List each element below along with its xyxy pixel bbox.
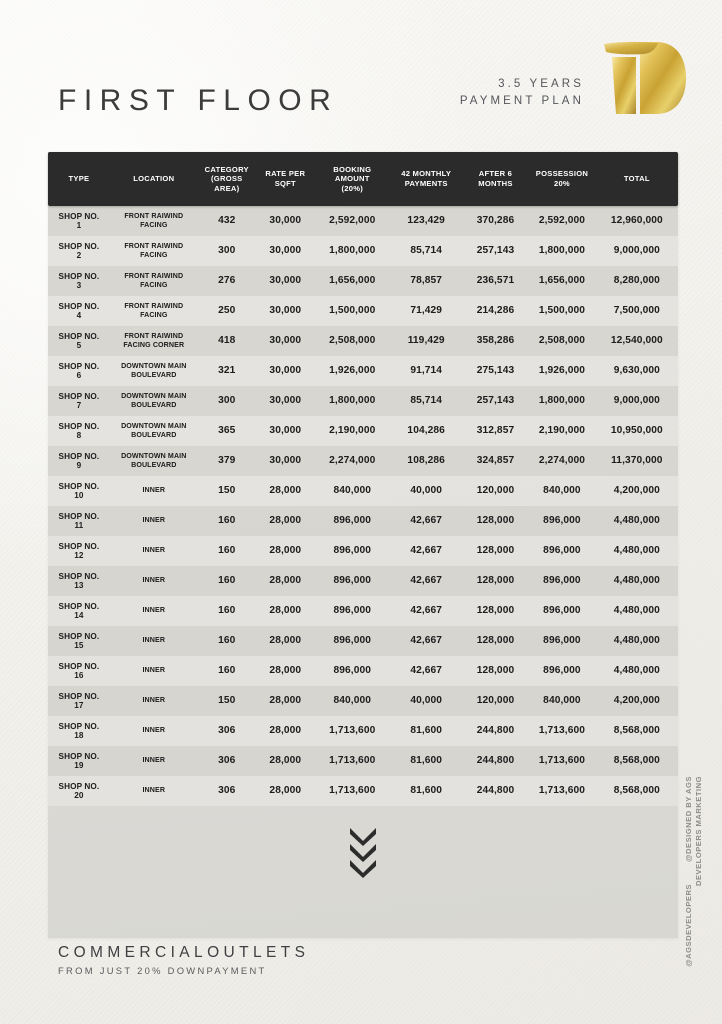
cell-booking: 2,508,000 [329, 335, 376, 347]
cell-total: 12,540,000 [610, 335, 663, 347]
cell-monthly: 42,667 [410, 635, 443, 647]
cell-rate: 28,000 [269, 695, 302, 707]
cell-type-line1: SHOP NO. [58, 751, 100, 761]
cell-booking: 896,000 [333, 665, 372, 677]
cell-type-line2: 8 [76, 431, 82, 440]
cell-after6: 128,000 [476, 575, 515, 587]
cell-booking: 896,000 [333, 545, 372, 557]
cell-possession: 896,000 [543, 575, 581, 587]
cell-possession: 896,000 [543, 515, 581, 527]
table-row[interactable] [48, 626, 678, 656]
cell-rate: 28,000 [269, 545, 302, 557]
cell-type-line2: 2 [76, 251, 82, 260]
cell-rate: 28,000 [269, 725, 302, 737]
cell-category: 160 [218, 635, 236, 647]
cell-rate: 30,000 [269, 365, 302, 377]
cell-location: INNER [142, 546, 166, 555]
cell-total: 10,950,000 [610, 425, 663, 437]
cell-monthly: 91,714 [410, 365, 443, 377]
cell-monthly: 108,286 [407, 455, 445, 467]
cell-type [48, 722, 110, 741]
cell-type-line2: 17 [74, 701, 84, 710]
cell-type-line1: SHOP NO. [58, 451, 100, 461]
cell-rate: 30,000 [269, 215, 302, 227]
cell-after6: 275,143 [476, 365, 515, 377]
cell-type-line2: 4 [76, 311, 82, 320]
cell-type [48, 272, 110, 291]
cell-possession: 1,713,600 [538, 725, 586, 737]
column-header-8 [596, 174, 678, 184]
cell-rate: 28,000 [269, 485, 302, 497]
cell-booking: 840,000 [333, 695, 372, 707]
cell-after6: 370,286 [476, 215, 515, 227]
cell-monthly: 40,000 [410, 695, 443, 707]
cell-type-line1: SHOP NO. [58, 571, 100, 581]
cell-category: 306 [218, 725, 236, 737]
poster-header [0, 0, 722, 150]
cell-monthly: 85,714 [410, 245, 443, 257]
column-header-line: AREA) [214, 183, 240, 193]
cell-possession: 2,190,000 [538, 425, 586, 437]
cell-type-line2: 6 [76, 371, 82, 380]
column-header-line: (GROSS [211, 174, 243, 184]
cell-type [48, 332, 110, 351]
cell-location: INNER [142, 756, 166, 765]
cell-booking: 1,713,600 [329, 785, 376, 797]
cell-category: 160 [218, 665, 236, 677]
cell-type-line2: 7 [76, 401, 82, 410]
cell-type-line1: SHOP NO. [58, 781, 100, 791]
cell-location: INNER [142, 696, 166, 705]
cell-category: 300 [218, 245, 236, 257]
cell-booking: 1,713,600 [329, 755, 376, 767]
payment-plan-label [420, 76, 584, 110]
cell-possession: 1,656,000 [538, 275, 586, 287]
cell-monthly: 71,429 [410, 305, 443, 317]
cell-category: 160 [218, 545, 236, 557]
table-row[interactable] [48, 656, 678, 686]
cell-type-line1: SHOP NO. [58, 691, 100, 701]
cell-possession: 1,713,600 [538, 785, 586, 797]
column-header-line: BOOKING [333, 164, 372, 174]
cell-after6: 236,571 [476, 275, 515, 287]
cell-possession: 1,800,000 [538, 395, 586, 407]
cell-category: 306 [218, 785, 236, 797]
cell-rate: 28,000 [269, 605, 302, 617]
cell-monthly: 81,600 [410, 755, 443, 767]
cell-rate: 28,000 [269, 785, 302, 797]
cell-total: 8,280,000 [613, 275, 660, 287]
cell-after6: 324,857 [476, 455, 515, 467]
plan-years: 3.5 YEARS [498, 78, 584, 90]
cell-category: 418 [218, 335, 236, 347]
cell-type-line1: SHOP NO. [58, 631, 100, 641]
cell-location: INNER [142, 576, 166, 585]
cell-booking: 2,274,000 [329, 455, 376, 467]
column-header-line: POSSESSION [535, 169, 589, 179]
cell-rate: 30,000 [269, 335, 302, 347]
cell-type-line2: 12 [74, 551, 84, 560]
cell-monthly: 81,600 [410, 725, 443, 737]
cell-type-line2: 9 [76, 461, 82, 470]
cell-type-line1: SHOP NO. [58, 601, 100, 611]
cell-type-line2: 18 [74, 731, 84, 740]
cell-type-line2: 5 [76, 341, 82, 350]
cell-booking: 896,000 [333, 575, 372, 587]
cell-type [48, 782, 110, 801]
cell-type [48, 362, 110, 381]
cell-total: 9,630,000 [613, 365, 660, 377]
cell-type-line1: SHOP NO. [58, 721, 100, 731]
cell-total: 4,480,000 [613, 635, 660, 647]
cell-type-line2: 14 [74, 611, 84, 620]
cell-possession: 1,926,000 [538, 365, 586, 377]
cell-after6: 128,000 [476, 665, 515, 677]
cell-type-line2: 3 [76, 281, 82, 290]
cell-total: 11,370,000 [611, 455, 663, 467]
cell-location: INNER [142, 606, 166, 615]
cell-monthly: 104,286 [407, 425, 445, 437]
cell-type [48, 392, 110, 411]
cell-category: 276 [218, 275, 236, 287]
table-row[interactable] [48, 356, 678, 386]
cell-location: DOWNTOWN MAIN BOULEVARD [121, 451, 187, 469]
cell-booking: 1,713,600 [329, 725, 376, 737]
cell-location: INNER [142, 786, 166, 795]
cell-category: 379 [218, 455, 236, 467]
cell-possession: 2,508,000 [538, 335, 586, 347]
column-header-line: TYPE [68, 174, 90, 184]
column-header-3 [256, 169, 315, 188]
column-header-line: PAYMENTS [404, 179, 448, 188]
cell-possession: 2,592,000 [538, 215, 586, 227]
cell-rate: 30,000 [269, 305, 302, 317]
cell-booking: 1,800,000 [329, 395, 376, 407]
column-header-line: TOTAL [623, 174, 650, 184]
column-header-5 [390, 169, 463, 188]
table-row[interactable] [48, 416, 678, 446]
plan-caption: PAYMENT PLAN [459, 95, 584, 107]
cell-category: 150 [218, 485, 236, 497]
cell-category: 250 [218, 305, 236, 317]
cell-total: 8,568,000 [613, 725, 660, 737]
cell-possession: 896,000 [543, 605, 581, 617]
chevron-down-icon[interactable] [348, 858, 378, 878]
cell-booking: 2,592,000 [329, 215, 376, 227]
cell-type [48, 242, 110, 261]
table-row[interactable] [48, 326, 678, 356]
cell-rate: 30,000 [269, 455, 302, 467]
gold-d-logo [596, 28, 692, 124]
cell-rate: 30,000 [269, 245, 302, 257]
cell-type [48, 692, 110, 711]
cell-location: INNER [142, 516, 166, 525]
cell-after6: 312,857 [476, 425, 515, 437]
cell-after6: 128,000 [476, 545, 515, 557]
column-header-line: AMOUNT [334, 174, 370, 184]
table-row[interactable] [48, 446, 678, 476]
cell-location: FRONT RAIWIND FACING [124, 211, 184, 229]
cell-total: 4,480,000 [613, 665, 660, 677]
cell-booking: 1,926,000 [329, 365, 376, 377]
cell-total: 4,200,000 [613, 695, 660, 707]
cell-type [48, 482, 110, 501]
cell-type-line2: 1 [76, 221, 82, 230]
column-header-2 [198, 165, 256, 194]
column-header-line: SQFT [274, 179, 296, 188]
cell-type-line2: 15 [74, 641, 84, 650]
table-row[interactable] [48, 776, 678, 806]
table-row[interactable] [48, 236, 678, 266]
column-header-0 [48, 174, 110, 184]
cell-type-line1: SHOP NO. [58, 241, 100, 251]
cell-location: FRONT RAIWIND FACING [124, 241, 184, 259]
cell-location: FRONT RAIWIND FACING [124, 271, 184, 289]
cell-booking: 896,000 [333, 605, 372, 617]
cell-location: DOWNTOWN MAIN BOULEVARD [121, 391, 187, 409]
cell-after6: 120,000 [476, 485, 515, 497]
column-header-line: CATEGORY [204, 164, 249, 174]
cell-type [48, 422, 110, 441]
cell-monthly: 42,667 [410, 545, 443, 557]
cell-type-line2: 10 [74, 491, 84, 500]
cell-type-line2: 20 [74, 791, 84, 800]
table-body [48, 206, 678, 806]
cell-after6: 128,000 [476, 605, 515, 617]
cell-location: INNER [142, 486, 166, 495]
cell-type-line1: SHOP NO. [58, 361, 100, 371]
cell-type [48, 602, 110, 621]
cell-type [48, 212, 110, 231]
cell-total: 9,000,000 [613, 395, 660, 407]
cell-booking: 1,656,000 [329, 275, 376, 287]
cell-type [48, 452, 110, 471]
cell-possession: 1,713,600 [538, 755, 586, 767]
cell-monthly: 40,000 [410, 485, 443, 497]
cell-rate: 28,000 [269, 635, 302, 647]
table-row[interactable] [48, 476, 678, 506]
cell-after6: 244,800 [476, 755, 515, 767]
cell-total: 7,500,000 [613, 305, 660, 317]
cell-monthly: 42,667 [410, 665, 443, 677]
cell-category: 160 [218, 605, 236, 617]
table-row[interactable] [48, 686, 678, 716]
cell-category: 160 [218, 575, 236, 587]
cell-rate: 30,000 [269, 275, 302, 287]
footer-headline: COMMERCIALOUTLETS [58, 944, 310, 961]
cell-type-line2: 13 [74, 581, 84, 590]
scroll-down-indicator[interactable] [48, 830, 678, 878]
cell-possession: 1,500,000 [538, 305, 586, 317]
column-header-line: RATE PER [265, 169, 306, 179]
table-row[interactable] [48, 296, 678, 326]
cell-location: FRONT RAIWIND FACING CORNER [123, 331, 185, 349]
column-header-line: MONTHS [478, 179, 513, 188]
cell-type-line1: SHOP NO. [58, 391, 100, 401]
cell-location: INNER [142, 636, 166, 645]
cell-total: 8,568,000 [613, 755, 660, 767]
cell-after6: 257,143 [476, 395, 515, 407]
page-title: FIRST FLOOR [58, 84, 339, 117]
cell-after6: 128,000 [476, 635, 515, 647]
cell-booking: 1,800,000 [329, 245, 376, 257]
credit-social-handle: @AGSDEVELOPERS [684, 884, 693, 967]
cell-possession: 896,000 [543, 635, 581, 647]
cell-booking: 2,190,000 [329, 425, 376, 437]
cell-type [48, 302, 110, 321]
cell-type-line1: SHOP NO. [58, 331, 100, 341]
cell-location: DOWNTOWN MAIN BOULEVARD [121, 361, 187, 379]
cell-type-line1: SHOP NO. [58, 271, 100, 281]
cell-category: 432 [218, 215, 236, 227]
cell-rate: 30,000 [269, 425, 302, 437]
cell-type [48, 632, 110, 651]
cell-total: 4,480,000 [613, 605, 660, 617]
cell-type-line1: SHOP NO. [58, 541, 100, 551]
cell-location: INNER [142, 666, 166, 675]
cell-type-line1: SHOP NO. [58, 661, 100, 671]
table-row[interactable] [48, 206, 678, 236]
column-header-line: 20% [553, 179, 570, 188]
cell-type [48, 752, 110, 771]
cell-type-line1: SHOP NO. [58, 481, 100, 491]
cell-possession: 896,000 [543, 665, 581, 677]
table-row[interactable] [48, 266, 678, 296]
cell-monthly: 42,667 [410, 605, 443, 617]
cell-type [48, 542, 110, 561]
cell-possession: 840,000 [543, 695, 581, 707]
payment-plan-table-panel [48, 152, 678, 938]
cell-monthly: 85,714 [410, 395, 443, 407]
cell-type-line1: SHOP NO. [58, 301, 100, 311]
cell-monthly: 42,667 [410, 515, 443, 527]
cell-possession: 1,800,000 [538, 245, 586, 257]
column-header-line: AFTER 6 [478, 169, 513, 179]
cell-booking: 840,000 [333, 485, 372, 497]
table-row[interactable] [48, 596, 678, 626]
cell-category: 300 [218, 395, 236, 407]
column-header-6 [463, 169, 529, 188]
table-row[interactable] [48, 536, 678, 566]
cell-rate: 28,000 [269, 515, 302, 527]
cell-category: 321 [218, 365, 236, 377]
cell-rate: 28,000 [269, 665, 302, 677]
column-header-4 [315, 165, 390, 194]
table-row[interactable] [48, 506, 678, 536]
cell-after6: 257,143 [476, 245, 515, 257]
cell-type-line2: 19 [74, 761, 84, 770]
cell-total: 4,480,000 [613, 575, 660, 587]
cell-type-line1: SHOP NO. [58, 211, 100, 221]
cell-monthly: 119,429 [407, 335, 445, 347]
cell-rate: 30,000 [269, 395, 302, 407]
cell-type-line2: 11 [74, 521, 84, 530]
cell-type [48, 572, 110, 591]
cell-category: 150 [218, 695, 236, 707]
cell-after6: 244,800 [476, 725, 515, 737]
cell-type-line1: SHOP NO. [58, 421, 100, 431]
column-header-line: LOCATION [133, 174, 175, 184]
cell-rate: 28,000 [269, 755, 302, 767]
cell-monthly: 81,600 [410, 785, 443, 797]
column-header-line: (20%) [341, 183, 364, 193]
cell-total: 12,960,000 [610, 215, 663, 227]
cell-location: FRONT RAIWIND FACING [124, 301, 184, 319]
cell-rate: 28,000 [269, 575, 302, 587]
column-header-7 [528, 169, 595, 188]
credit-marketing: DEVELOPERS MARKETING [694, 776, 703, 886]
column-header-1 [110, 174, 198, 184]
table-row[interactable] [48, 716, 678, 746]
cell-after6: 214,286 [476, 305, 515, 317]
table-row[interactable] [48, 746, 678, 776]
cell-total: 8,568,000 [613, 785, 660, 797]
cell-total: 4,480,000 [613, 545, 660, 557]
cell-type-line1: SHOP NO. [58, 511, 100, 521]
table-header-row [48, 152, 678, 206]
cell-type [48, 512, 110, 531]
cell-possession: 896,000 [543, 545, 581, 557]
cell-monthly: 78,857 [410, 275, 443, 287]
cell-total: 4,200,000 [613, 485, 660, 497]
column-header-line: 42 MONTHLY [401, 169, 452, 179]
cell-after6: 244,800 [476, 785, 515, 797]
footer-block [58, 944, 309, 976]
footer-subline: FROM JUST 20% DOWNPAYMENT [58, 965, 267, 976]
table-row[interactable] [48, 386, 678, 416]
cell-possession: 2,274,000 [538, 455, 586, 467]
cell-type [48, 662, 110, 681]
cell-total: 4,480,000 [613, 515, 660, 527]
cell-category: 365 [218, 425, 236, 437]
cell-total: 9,000,000 [613, 245, 660, 257]
credit-designed-by: @DESIGNED BY AGS [684, 776, 693, 862]
cell-category: 160 [218, 515, 236, 527]
cell-monthly: 123,429 [407, 215, 445, 227]
cell-after6: 128,000 [476, 515, 515, 527]
cell-possession: 840,000 [543, 485, 581, 497]
cell-after6: 358,286 [476, 335, 515, 347]
cell-monthly: 42,667 [410, 575, 443, 587]
cell-category: 306 [218, 755, 236, 767]
cell-after6: 120,000 [476, 695, 515, 707]
cell-location: DOWNTOWN MAIN BOULEVARD [121, 421, 187, 439]
cell-booking: 896,000 [333, 635, 372, 647]
cell-location: INNER [142, 726, 166, 735]
cell-booking: 896,000 [333, 515, 372, 527]
cell-booking: 1,500,000 [329, 305, 376, 317]
table-row[interactable] [48, 566, 678, 596]
cell-type-line2: 16 [74, 671, 84, 680]
